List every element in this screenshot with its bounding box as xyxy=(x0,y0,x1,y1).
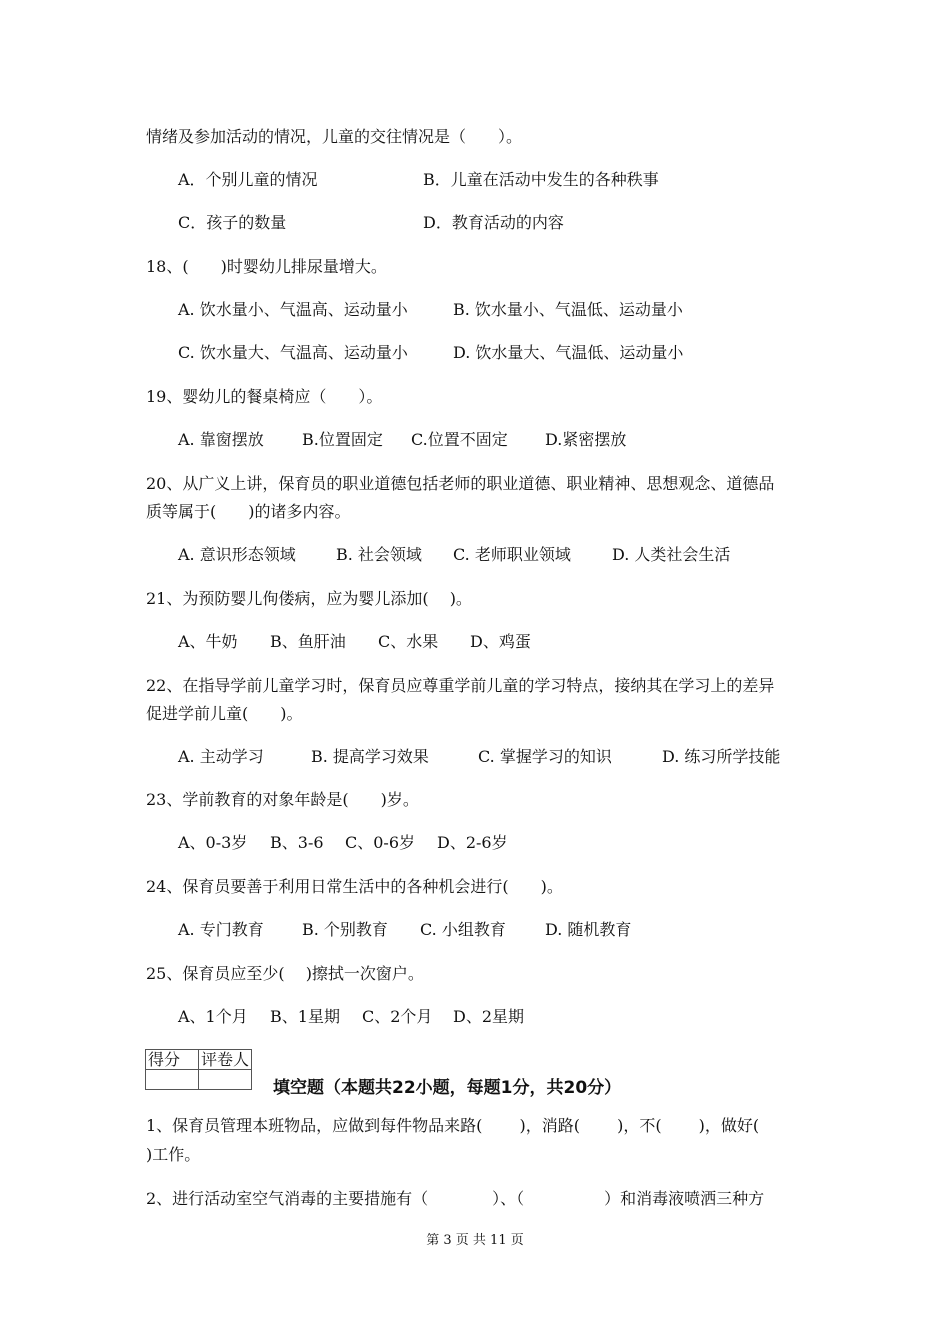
fill2-stem-line1: 2、进行活动室空气消毒的主要措施有（ ）、（ ）和消毒液喷洒三种方 xyxy=(146,1189,765,1208)
section-title: 填空题（本题共22小题，每题1分，共20分） xyxy=(273,1078,622,1098)
q21-option-d: D、鸡蛋 xyxy=(470,632,531,651)
q24-stem: 24、保育员要善于利用日常生活中的各种机会进行( )。 xyxy=(146,877,563,896)
q18-option-c: C. 饮水量大、气温高、运动量小 xyxy=(178,343,408,362)
q24-option-c: C. 小组教育 xyxy=(420,920,506,939)
q22-option-b: B. 提高学习效果 xyxy=(311,747,429,766)
q25-option-b: B、1星期 xyxy=(270,1007,340,1026)
q17-option-a: A．个别儿童的情况 xyxy=(178,170,318,189)
q22-option-a: A. 主动学习 xyxy=(178,747,264,766)
score-label: 得分 xyxy=(146,1050,199,1070)
q22-stem-line2: 促进学前儿童( )。 xyxy=(146,704,303,723)
q19-stem: 19、婴幼儿的餐桌椅应（ ）。 xyxy=(146,387,383,406)
q20-option-d: D. 人类社会生活 xyxy=(612,545,731,564)
q17-stem-continuation: 情绪及参加活动的情况，儿童的交往情况是（ ）。 xyxy=(146,127,523,146)
fill1-stem-line1: 1、保育员管理本班物品，应做到每件物品来路( )，消路( )，不( )，做好( xyxy=(146,1116,760,1135)
q25-stem: 25、保育员应至少( )擦拭一次窗户。 xyxy=(146,964,424,983)
q22-option-d: D. 练习所学技能 xyxy=(662,747,781,766)
q21-option-a: A、牛奶 xyxy=(178,632,238,651)
q24-option-b: B. 个别教育 xyxy=(302,920,388,939)
q19-option-d: D.紧密摆放 xyxy=(545,430,627,449)
q18-option-d: D. 饮水量大、气温低、运动量小 xyxy=(453,343,684,362)
q18-option-b: B. 饮水量小、气温低、运动量小 xyxy=(453,300,683,319)
page-footer: 第 3 页 共 11 页 xyxy=(426,1233,524,1248)
q22-stem-line1: 22、在指导学前儿童学习时，保育员应尊重学前儿童的学习特点，接纳其在学习上的差异 xyxy=(146,676,775,695)
q19-option-b: B.位置固定 xyxy=(302,430,383,449)
q23-option-a: A、0-3岁 xyxy=(178,833,248,852)
q20-option-c: C. 老师职业领域 xyxy=(453,545,571,564)
q23-option-b: B、3-6 xyxy=(270,833,324,852)
q19-option-c: C.位置不固定 xyxy=(411,430,508,449)
score-table xyxy=(145,1049,252,1090)
q23-stem: 23、学前教育的对象年龄是( )岁。 xyxy=(146,790,419,809)
q21-option-b: B、鱼肝油 xyxy=(270,632,346,651)
q18-option-a: A. 饮水量小、气温高、运动量小 xyxy=(178,300,408,319)
q23-option-c: C、0-6岁 xyxy=(345,833,416,852)
q17-option-b: B．儿童在活动中发生的各种秩事 xyxy=(423,170,659,189)
q20-option-a: A. 意识形态领域 xyxy=(178,545,296,564)
q23-option-d: D、2-6岁 xyxy=(437,833,508,852)
score-cell xyxy=(146,1070,199,1090)
q17-option-d: D．教育活动的内容 xyxy=(423,213,564,232)
q19-option-a: A. 靠窗摆放 xyxy=(178,430,264,449)
q25-option-a: A、1个月 xyxy=(178,1007,248,1026)
grader-label: 评卷人 xyxy=(199,1050,252,1070)
q21-stem: 21、为预防婴儿佝偻病，应为婴儿添加( )。 xyxy=(146,589,472,608)
fill1-stem-line2: )工作。 xyxy=(146,1145,201,1164)
q22-option-c: C. 掌握学习的知识 xyxy=(478,747,612,766)
q21-option-c: C、水果 xyxy=(378,632,439,651)
q17-option-c: C．孩子的数量 xyxy=(178,213,287,232)
q20-stem-line2: 质等属于( )的诸多内容。 xyxy=(146,502,351,521)
q20-stem-line1: 20、从广义上讲，保育员的职业道德包括老师的职业道德、职业精神、思想观念、道德品 xyxy=(146,474,775,493)
q25-option-c: C、2个月 xyxy=(362,1007,433,1026)
q24-option-a: A. 专门教育 xyxy=(178,920,264,939)
grader-cell xyxy=(199,1070,252,1090)
q24-option-d: D. 随机教育 xyxy=(545,920,632,939)
q20-option-b: B. 社会领域 xyxy=(336,545,422,564)
q18-stem: 18、( )时婴幼儿排尿量增大。 xyxy=(146,257,387,276)
q25-option-d: D、2星期 xyxy=(453,1007,525,1026)
